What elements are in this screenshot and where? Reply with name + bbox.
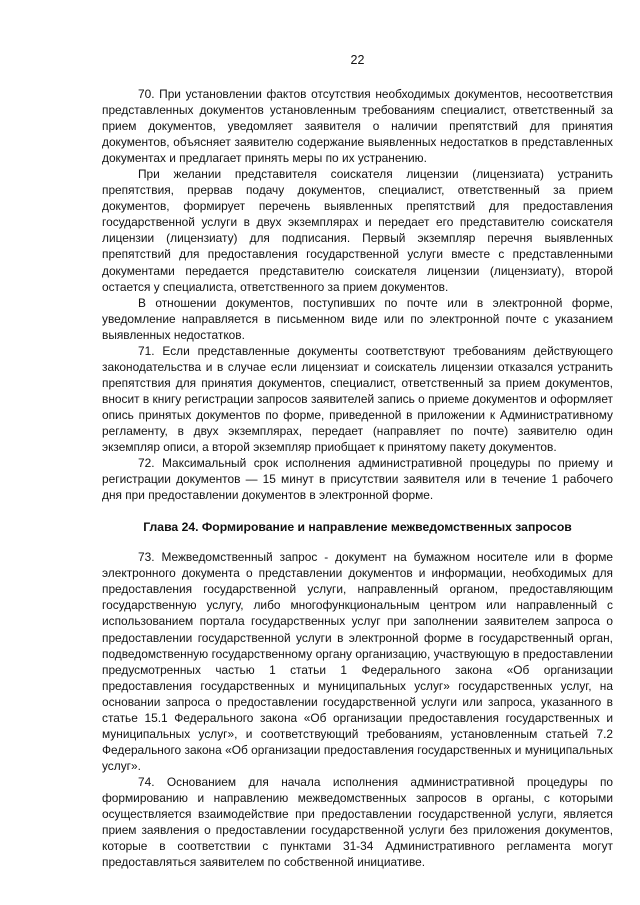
paragraph-74: 74. Основанием для начала исполнения административной процедуры по формированию и направлению межведомственных запросов в органы, с которыми осуществляется взаимодействие при предоставлении государственной услуги, является прием заявления о предоставлении государственной услуги без приложения документов, которые в соответствии с пунктами 31-34 Административного регламента могут предоставляться заявителем по собственной инициативе. — [102, 774, 613, 870]
paragraph-72: 72. Максимальный срок исполнения административной процедуры по приему и регистрации документов — 15 минут в присутствии заявителя или в течение 1 рабочего дня при предоставлении документов в электронной форме. — [102, 456, 613, 503]
paragraph-71: 71. Если представленные документы соответствуют требованиям действующего законодательства и в случае если лицензиат и соискатель лицензии отказался устранить препятствия для принятия документов, специалист, ответственный за прием документов, вносит в книгу регистрации запросов заявителей запись о приеме документов и оформляет опись принятых документов по форме, приведенной в приложении к Административному регламенту, в двух экземплярах, передает (направляет по почте) заявителю один экземпляр описи, а второй экземпляр приобщает к принятому пакету документов. — [102, 343, 613, 455]
document-body — [102, 86, 613, 870]
page-number: 22 — [350, 53, 365, 67]
chapter-heading: Глава 24. Формирование и направление межведомственных запросов — [143, 520, 572, 535]
paragraph-obstacle-removal: При желании представителя соискателя лицензии (лицензиата) устранить препятствия, прервав подачу документов, специалист, ответственный за прием документов, формирует перечень выявленных препятствий для предоставления государственной услуги в двух экземплярах и передает его представителю соискателя лицензии (лицензиату) для подписания. Первый экземпляр перечня выявленных препятствий для предоставления государственной услуги вместе с представленными документами передается представителю соискателя лицензии (лицензиату), второй остается у специалиста, ответственного за прием документов. — [102, 167, 613, 294]
paragraph-73: 73. Межведомственный запрос - документ на бумажном носителе или в форме электронного документа о представлении документов и информации, необходимых для предоставления государственной услуги, направленный органом, предоставляющим государственную услугу, либо многофункциональным центром или направленный с использованием портала государственных услуг при заполнении заявителем запроса о предоставлении государственной услуги в электронной форме в государственный орган, подведомственную государственному органу организацию, участвующую в предоставлении предусмотренных частью 1 статьи 1 Федерального закона «Об организации предоставления государственных и муниципальных услуг» государственных услуг, на основании запроса о предоставлении государственной услуги или запроса, указанного в статье 15.1 Федерального закона «Об организации предоставления государственных и муниципальных услуг», и соответствующий требованиям, установленным статьей 7.2 Федерального закона «Об организации предоставления государственных и муниципальных услуг». — [102, 550, 613, 773]
paragraph-70: 70. При установлении фактов отсутствия необходимых документов, несоответствия представленных документов установленным требованиям специалист, ответственный за прием документов, уведомляет заявителя о наличии препятствий для принятия документов, объясняет заявителю содержание выявленных недостатков в представленных документах и предлагает принять меры по их устранению. — [102, 87, 613, 166]
paragraph-mail-notification: В отношении документов, поступивших по почте или в электронной форме, уведомление направляется в письменном виде или по электронной почте с указанием выявленных недостатков. — [102, 295, 613, 342]
